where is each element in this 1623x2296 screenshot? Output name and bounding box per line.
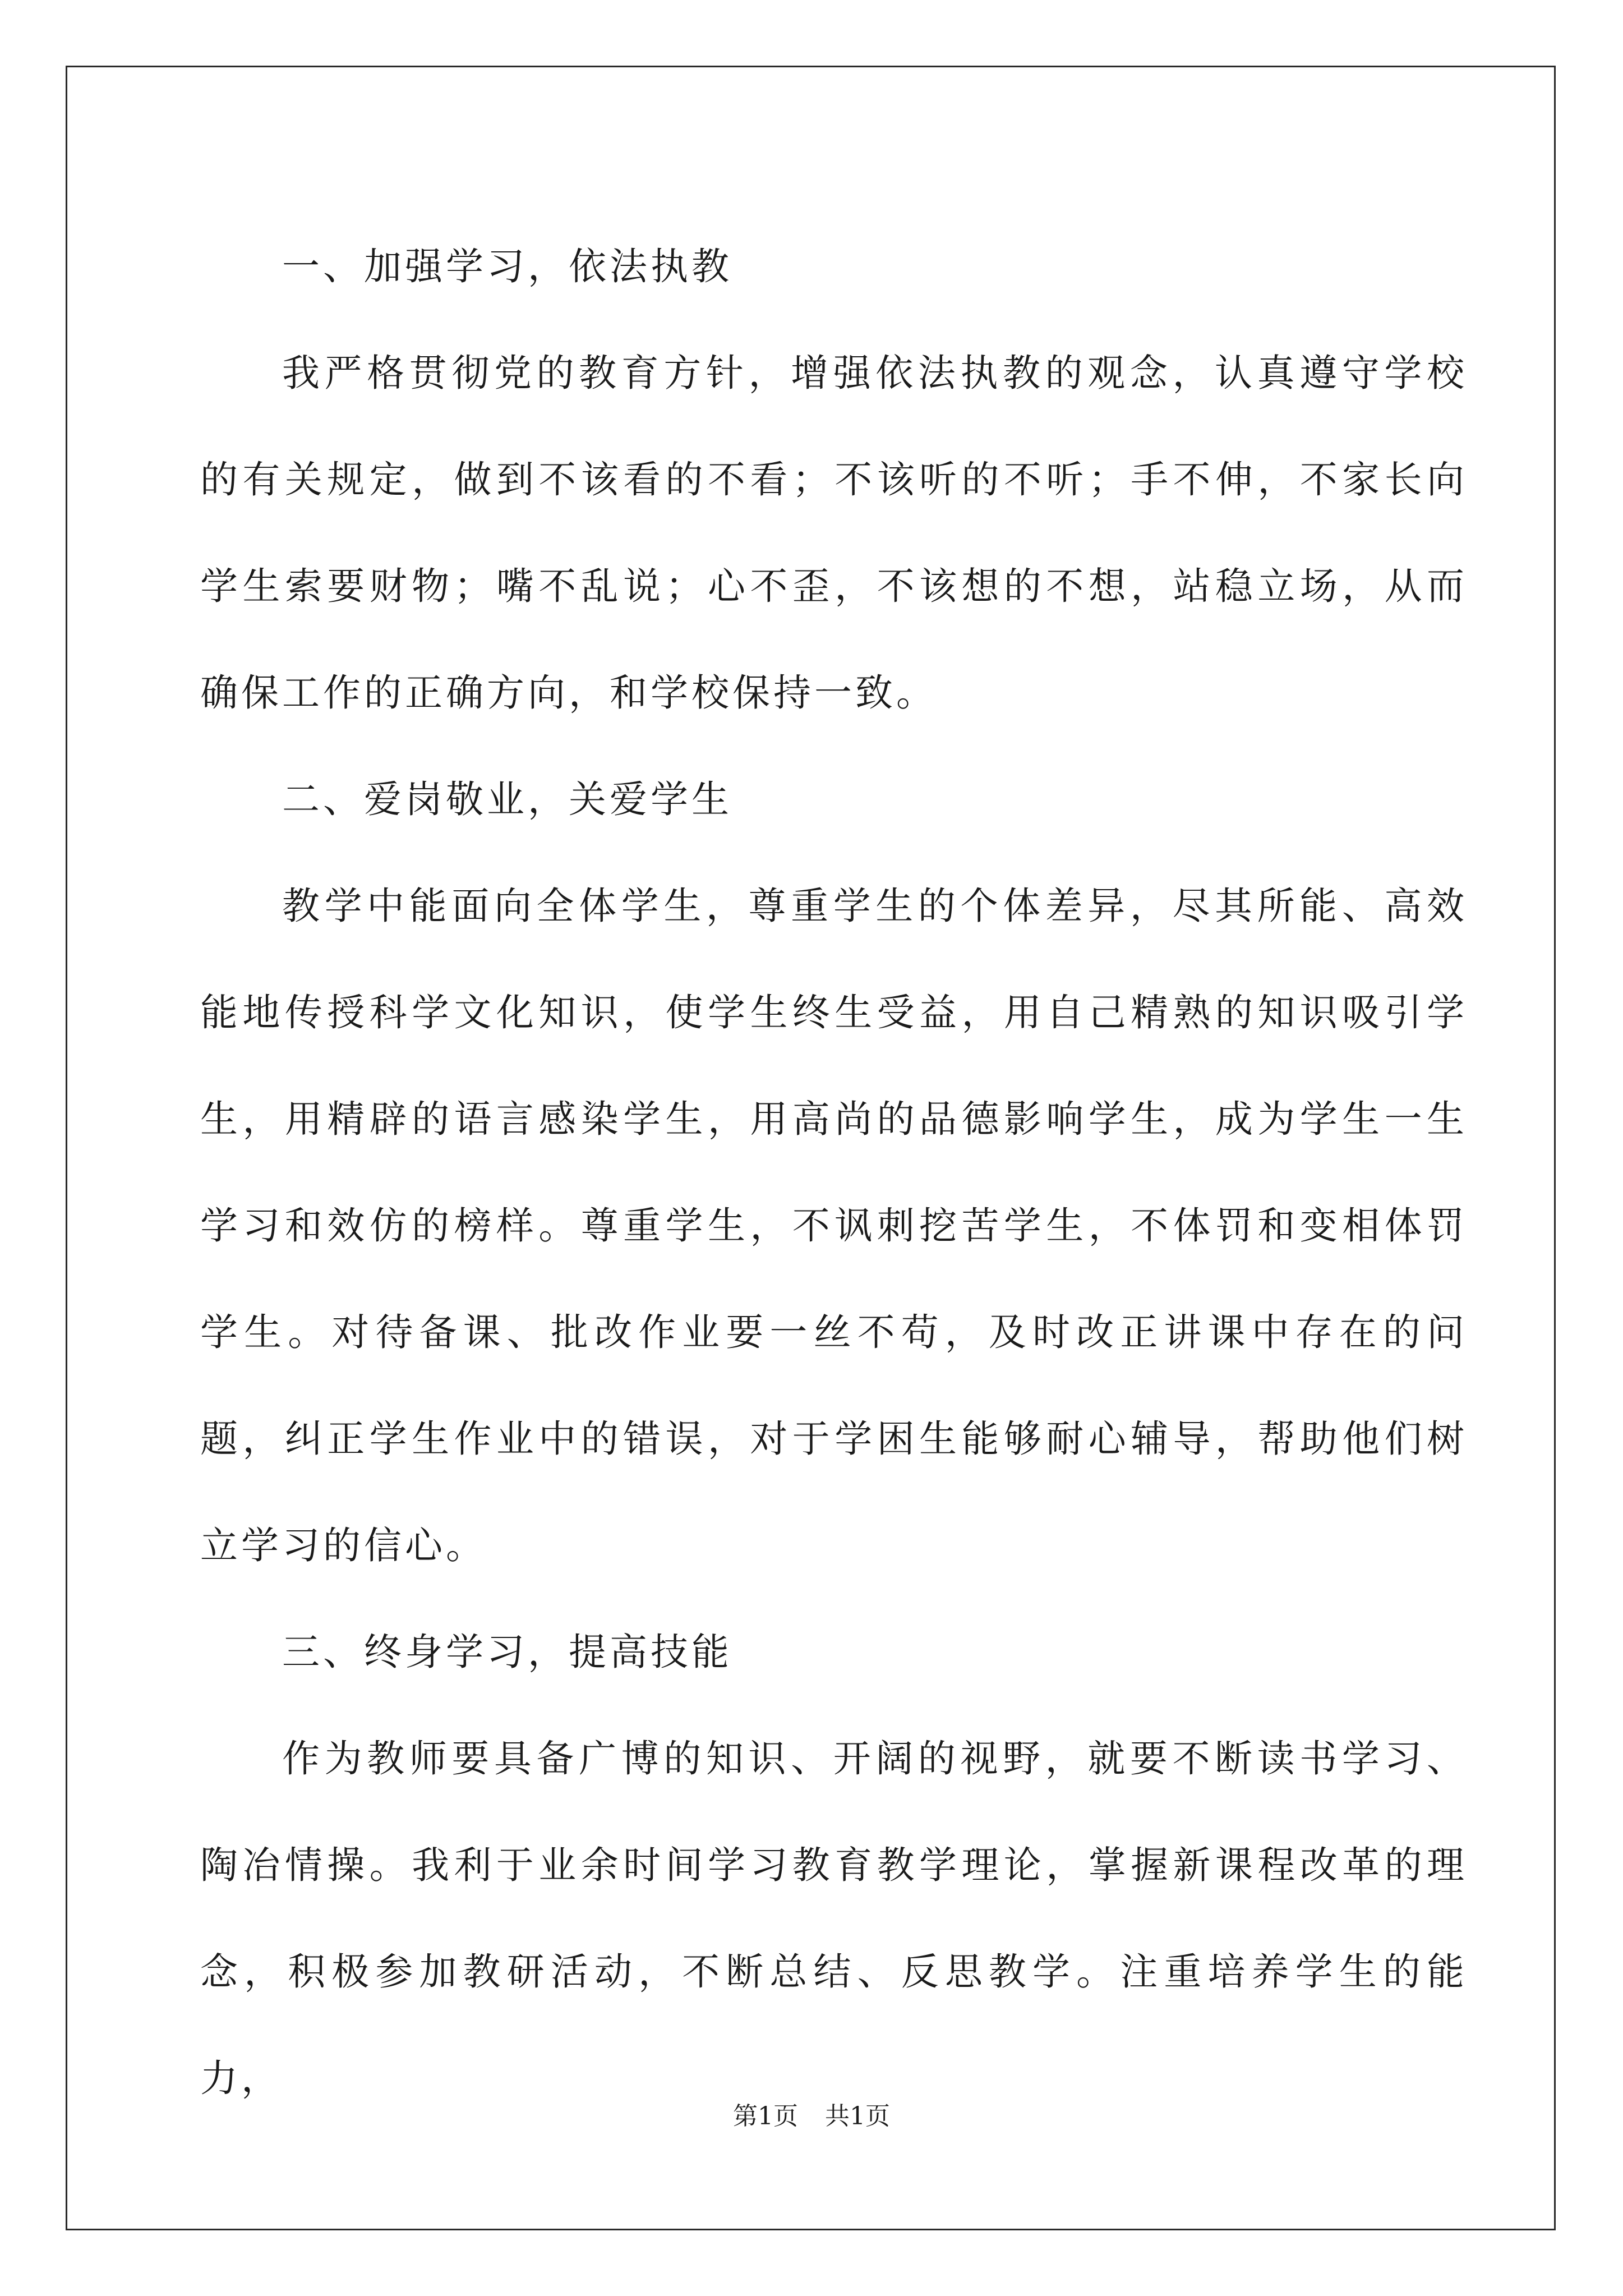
paragraph: 我严格贯彻党的教育方针，增强依法执教的观念，认真遵守学校的有关规定，做到不该看的不看；不该听的不听；手不伸，不家长向学生索要财物；嘴不乱说；心不歪，不该想的不想，站稳立场，从而确保工作的正确方向，和学校保持一致。	[200, 351, 1468, 715]
paragraph: 作为教师要具备广博的知识、开阔的视野，就要不断读书学习、陶冶情操。我利于业余时间学习教育教学理论，掌握新课程改革的理念，积极参加教研活动，不断总结、反思教学。注重培养学生的能力，	[200, 1737, 1468, 2100]
section-heading-3: 三、终身学习，提高技能	[282, 1630, 732, 1674]
page-total: 共1页	[825, 2102, 890, 2131]
document-body	[200, 213, 1468, 2132]
paragraph: 教学中能面向全体学生，尊重学生的个体差异，尽其所能、高效能地传授科学文化知识，使学生终生受益，用自己精熟的知识吸引学生，用精辟的语言感染学生，用高尚的品德影响学生，成为学生一生学习和效仿的榜样。尊重学生，不讽刺挖苦学生，不体罚和变相体罚学生。对待备课、批改作业要一丝不苟，及时改正讲课中存在的问题，纠正学生作业中的错误，对于学困生能够耐心辅导，帮助他们树立学习的信心。	[200, 884, 1468, 1567]
page-number: 第1页	[733, 2102, 798, 2131]
page-footer	[0, 2096, 1623, 2132]
section-heading-2: 二、爱岗敬业，关爱学生	[282, 777, 732, 821]
section-heading-1: 一、加强学习，依法执教	[282, 245, 732, 288]
